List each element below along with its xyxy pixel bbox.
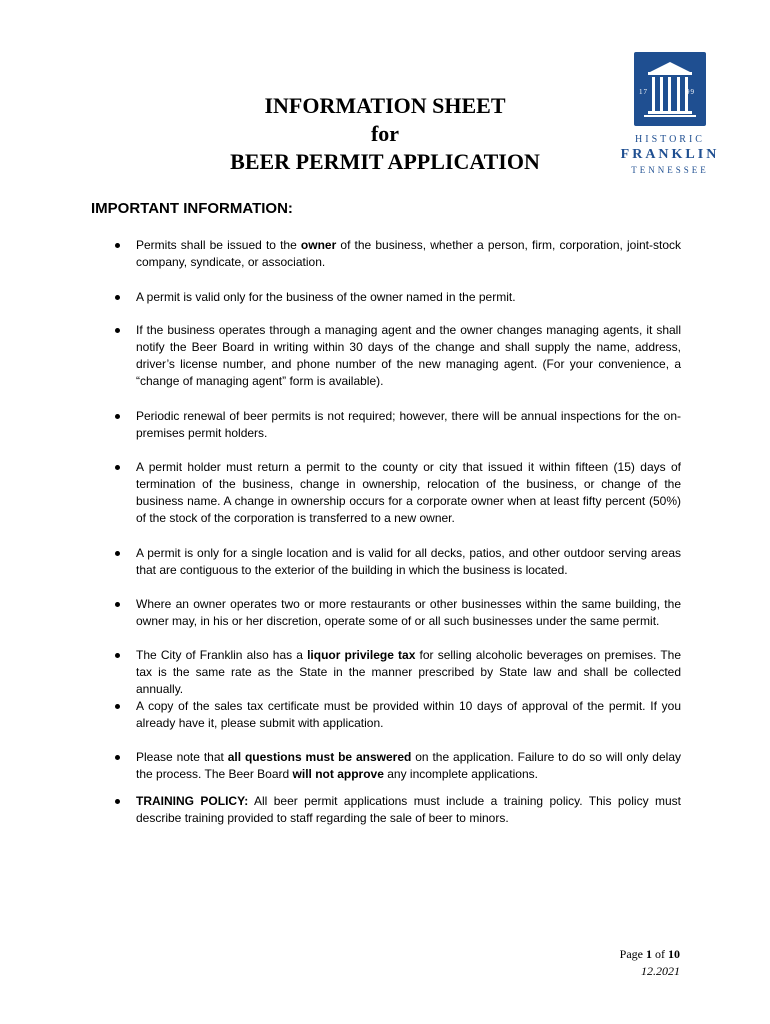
bullet-text: If the business operates through a managing agent and the owner changes managing agents, it shall notify the Beer Board in writing within 30 days of the change and shall supply the name, address, driver’s license number, and phone number of the new managing agent. (For your convenience, a “change of managing agent” form is available). xyxy=(136,323,681,388)
document-title xyxy=(190,92,580,176)
bullet-icon xyxy=(115,704,120,709)
page-footer xyxy=(620,946,680,980)
bullet-icon xyxy=(115,551,120,556)
bullet-icon xyxy=(115,243,120,248)
historic-franklin-logo xyxy=(600,52,740,182)
bullet-icon xyxy=(115,799,120,804)
logo-year-right: 99 xyxy=(686,88,695,96)
bullet-icon xyxy=(115,755,120,760)
revision-date: 12.2021 xyxy=(641,964,680,978)
bullet-icon xyxy=(115,653,120,658)
bullet-text: Permits shall be issued to the owner of the business, whether a person, firm, corporation, joint-stock company, syndicate, or association. xyxy=(136,238,682,269)
bullet-icon xyxy=(115,328,120,333)
logo-franklin-text: FRANKLIN xyxy=(620,147,720,162)
important-information-heading: IMPORTANT INFORMATION: xyxy=(91,200,293,217)
bullet-icon xyxy=(115,414,120,419)
bullet-text: A permit is only for a single location and is valid for all decks, patios, and other outdoor serving areas that are contiguous to the exterior of the building in which the business is located. xyxy=(136,546,681,577)
columned-building-icon xyxy=(600,52,740,132)
bullet-text: Where an owner operates two or more restaurants or other businesses within the same building, the owner may, in his or her discretion, operate some of or all such businesses under the same permit. xyxy=(136,597,681,628)
bullet-text: A permit is valid only for the business of the owner named in the permit. xyxy=(136,290,516,304)
logo-year-left: 17 xyxy=(639,88,648,96)
bullet-icon xyxy=(115,465,120,470)
logo-tennessee-text: TENNESSEE xyxy=(631,165,709,175)
bullet-text: Please note that all questions must be answered on the application. Failure to do so will only delay the process. The Beer Board will not approve any incomplete applications. xyxy=(136,750,681,781)
bullet-text: Periodic renewal of beer permits is not required; however, there will be annual inspections for the on-premises permit holders. xyxy=(136,409,681,440)
bullet-text: A permit holder must return a permit to the county or city that issued it within fifteen (15) days of termination of the business, change in ownership, relocation of the business, or change of the business name. A change in ownership occurs for a corporate owner when at least fifty percent (50%) of the stock of the corporation is transferred to a new owner. xyxy=(136,460,681,525)
bullet-text: The City of Franklin also has a liquor privilege tax for selling alcoholic beverages on premises. The tax is the same rate as the State in the manner prescribed by State law and shall be collected annually. xyxy=(136,648,681,696)
bullet-text: A copy of the sales tax certificate must be provided within 10 days of approval of the permit. If you already have it, please submit with application. xyxy=(136,699,681,730)
bullet-icon xyxy=(115,295,120,300)
bullet-text: TRAINING POLICY: All beer permit applications must include a training policy. This policy must describe training provided to staff regarding the sale of beer to minors. xyxy=(136,794,681,825)
title-line-1: INFORMATION SHEET xyxy=(264,93,506,118)
title-line-3: BEER PERMIT APPLICATION xyxy=(230,149,540,174)
title-line-2: for xyxy=(370,121,400,146)
logo-historic-text: HISTORIC xyxy=(635,134,705,145)
bullet-icon xyxy=(115,602,120,607)
page-number: Page 1 of 10 xyxy=(619,947,680,961)
